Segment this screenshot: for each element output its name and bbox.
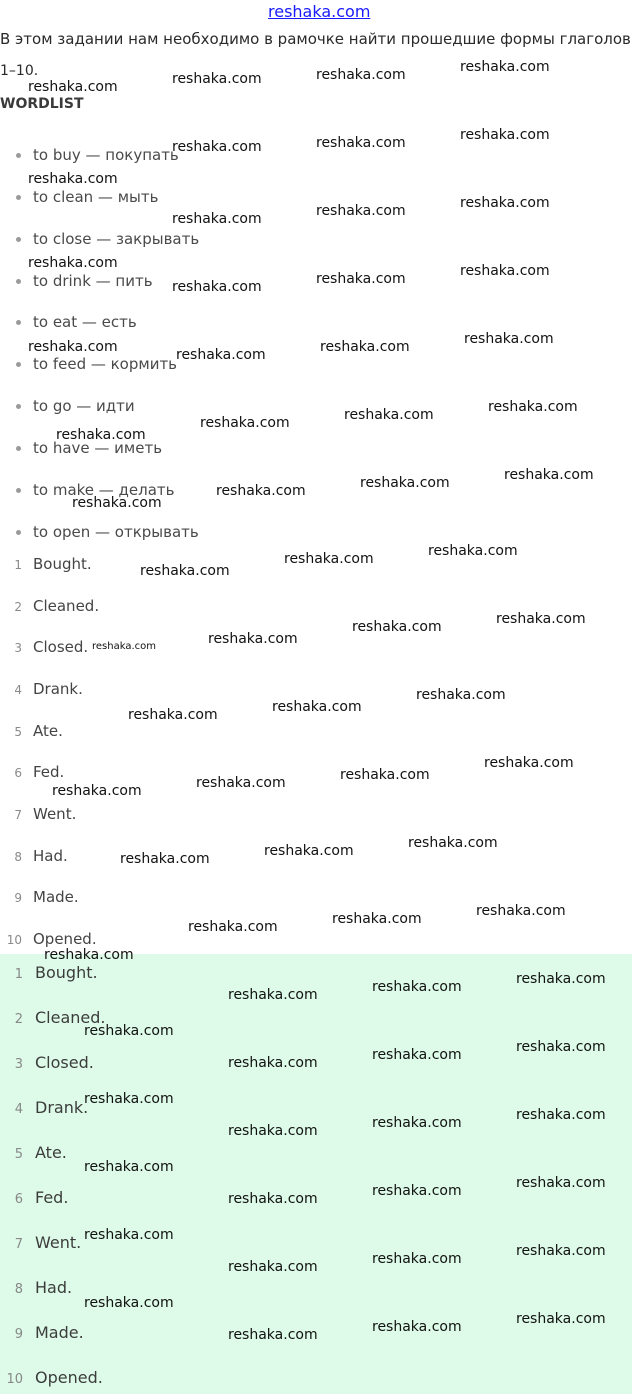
watermark: reshaka.com: [28, 255, 118, 271]
bullet-icon: [16, 279, 21, 284]
watermark: reshaka.com: [316, 67, 406, 83]
watermark: reshaka.com: [272, 699, 362, 715]
highlighted-answer-item: 7 Went.: [14, 1233, 82, 1252]
watermark: reshaka.com: [464, 331, 554, 347]
wordlist-item: to eat — есть: [16, 313, 137, 331]
watermark: reshaka.com: [476, 903, 566, 919]
watermark: reshaka.com: [28, 171, 118, 187]
watermark: reshaka.com: [196, 775, 286, 791]
task-intro: В этом задании нам необходимо в рамочке найти прошедшие формы глаголов: [0, 30, 631, 48]
watermark: reshaka.com: [516, 1311, 606, 1327]
bullet-icon: [16, 530, 21, 535]
answer-item: 1 Bought.: [14, 555, 92, 573]
site-link[interactable]: reshaka.com: [268, 2, 371, 21]
watermark: reshaka.com: [84, 1023, 174, 1039]
watermark: reshaka.com: [372, 1183, 462, 1199]
wordlist-item: to buy — покупать: [16, 146, 179, 164]
watermark: reshaka.com: [332, 911, 422, 927]
answer-item: 2 Cleaned.: [14, 597, 100, 615]
watermark: reshaka.com: [72, 495, 162, 511]
wordlist-item: to close — закрывать: [16, 230, 199, 248]
watermark: reshaka.com: [460, 263, 550, 279]
watermark: reshaka.com: [516, 1243, 606, 1259]
bullet-icon: [16, 362, 21, 367]
watermark: reshaka.com: [428, 543, 518, 559]
watermark: reshaka.com: [84, 1295, 174, 1311]
watermark: reshaka.com: [44, 947, 134, 963]
wordlist-item: to feed — кормить: [16, 355, 177, 373]
answer-item: 5 Ate.: [14, 722, 63, 740]
wordlist-item: to make — делать: [16, 481, 175, 499]
answer-item: 6 Fed.: [14, 763, 65, 781]
watermark: reshaka.com: [228, 1055, 318, 1071]
watermark: reshaka.com: [460, 59, 550, 75]
watermark: reshaka.com: [228, 1327, 318, 1343]
wordlist-item: to have — иметь: [16, 439, 162, 457]
watermark: reshaka.com: [516, 1175, 606, 1191]
watermark: reshaka.com: [172, 139, 262, 155]
watermark: reshaka.com: [52, 783, 142, 799]
wordlist-item: to clean — мыть: [16, 188, 158, 206]
watermark: reshaka.com: [92, 641, 156, 652]
watermark: reshaka.com: [460, 127, 550, 143]
highlighted-answer-item: 6 Fed.: [14, 1188, 69, 1207]
watermark: reshaka.com: [408, 835, 498, 851]
answer-item: 3 Closed.: [14, 638, 89, 656]
wordlist-item: to drink — пить: [16, 272, 153, 290]
task-range: 1–10.: [0, 63, 39, 79]
watermark: reshaka.com: [84, 1227, 174, 1243]
bullet-icon: [16, 153, 21, 158]
watermark: reshaka.com: [228, 1191, 318, 1207]
answer-item: 8 Had.: [14, 847, 68, 865]
watermark: reshaka.com: [84, 1159, 174, 1175]
watermark: reshaka.com: [140, 563, 230, 579]
highlighted-answer-item: 3 Closed.: [14, 1053, 94, 1072]
watermark: reshaka.com: [216, 483, 306, 499]
highlighted-answer-item: 1 Bought.: [14, 963, 98, 982]
bullet-icon: [16, 195, 21, 200]
watermark: reshaka.com: [176, 347, 266, 363]
watermark: reshaka.com: [228, 1123, 318, 1139]
highlighted-answer-item: 10 Opened.: [6, 1368, 103, 1387]
wordlist-item: to go — идти: [16, 397, 135, 415]
highlighted-answer-item: 9 Made.: [14, 1323, 84, 1342]
watermark: reshaka.com: [84, 1091, 174, 1107]
watermark: reshaka.com: [128, 707, 218, 723]
answer-item: 4 Drank.: [14, 680, 83, 698]
answer-item: 10 Opened.: [6, 930, 97, 948]
watermark: reshaka.com: [264, 843, 354, 859]
watermark: reshaka.com: [372, 1251, 462, 1267]
watermark: reshaka.com: [188, 919, 278, 935]
watermark: reshaka.com: [120, 851, 210, 867]
watermark: reshaka.com: [320, 339, 410, 355]
watermark: reshaka.com: [372, 1319, 462, 1335]
answer-item: 7 Went.: [14, 805, 77, 823]
wordlist-title: WORDLIST: [0, 96, 84, 112]
highlighted-answer-item: 2 Cleaned.: [14, 1008, 106, 1027]
watermark: reshaka.com: [372, 1115, 462, 1131]
watermark: reshaka.com: [316, 203, 406, 219]
highlighted-answer-item: 8 Had.: [14, 1278, 73, 1297]
watermark: reshaka.com: [352, 619, 442, 635]
watermark: reshaka.com: [460, 195, 550, 211]
answer-item: 9 Made.: [14, 888, 79, 906]
watermark: reshaka.com: [372, 1047, 462, 1063]
watermark: reshaka.com: [172, 211, 262, 227]
bullet-icon: [16, 237, 21, 242]
bullet-icon: [16, 488, 21, 493]
watermark: reshaka.com: [228, 987, 318, 1003]
watermark: reshaka.com: [316, 135, 406, 151]
watermark: reshaka.com: [208, 631, 298, 647]
highlighted-answer-item: 5 Ate.: [14, 1143, 67, 1162]
watermark: reshaka.com: [284, 551, 374, 567]
watermark: reshaka.com: [172, 71, 262, 87]
watermark: reshaka.com: [28, 79, 118, 95]
watermark: reshaka.com: [228, 1259, 318, 1275]
watermark: reshaka.com: [316, 271, 406, 287]
watermark: reshaka.com: [516, 1039, 606, 1055]
watermark: reshaka.com: [340, 767, 430, 783]
watermark: reshaka.com: [56, 427, 146, 443]
watermark: reshaka.com: [344, 407, 434, 423]
bullet-icon: [16, 404, 21, 409]
highlighted-answer-item: 4 Drank.: [14, 1098, 89, 1117]
watermark: reshaka.com: [372, 979, 462, 995]
watermark: reshaka.com: [360, 475, 450, 491]
watermark: reshaka.com: [172, 279, 262, 295]
watermark: reshaka.com: [504, 467, 594, 483]
watermark: reshaka.com: [496, 611, 586, 627]
wordlist-item: to open — открывать: [16, 523, 199, 541]
watermark: reshaka.com: [200, 415, 290, 431]
watermark: reshaka.com: [416, 687, 506, 703]
watermark: reshaka.com: [516, 1107, 606, 1123]
bullet-icon: [16, 446, 21, 451]
watermark: reshaka.com: [516, 971, 606, 987]
watermark: reshaka.com: [488, 399, 578, 415]
bullet-icon: [16, 320, 21, 325]
watermark: reshaka.com: [28, 339, 118, 355]
watermark: reshaka.com: [484, 755, 574, 771]
